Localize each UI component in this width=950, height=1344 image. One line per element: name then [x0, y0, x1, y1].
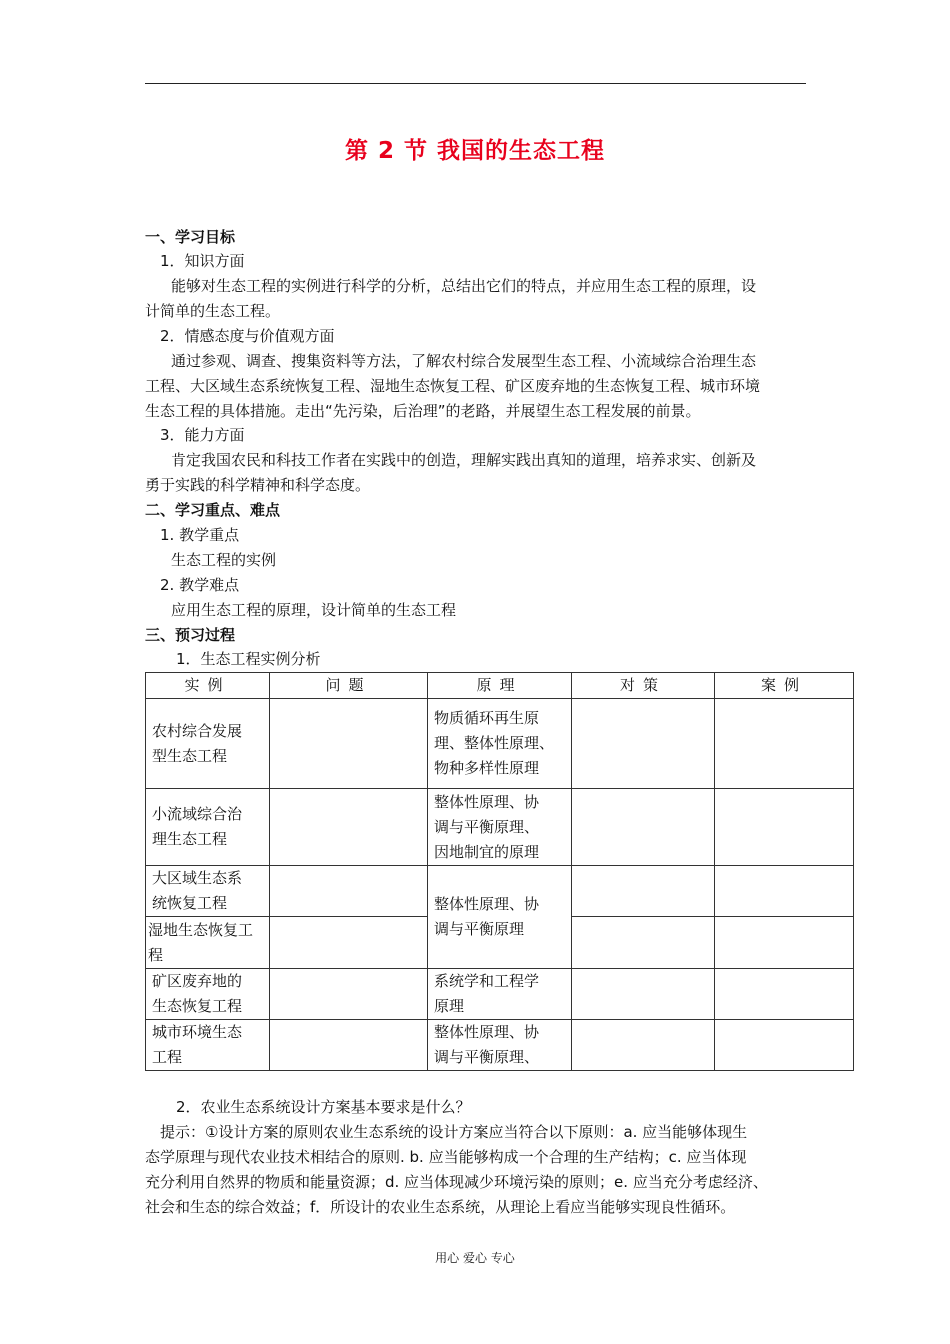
- goal-item-attitude: 2．情感态度与价值观方面: [160, 327, 335, 345]
- section-heading-keypoints: 二、学习重点、难点: [145, 501, 281, 519]
- table-row: [146, 789, 854, 866]
- principle-cell: 物质循环再生原 理、整体性原理、 物种多样性原理: [428, 699, 572, 789]
- table-row: [146, 866, 854, 917]
- goal-text-line: 工程、大区域生态系统恢复工程、湿地生态恢复工程、矿区废弃地的生态恢复工程、城市环境: [145, 377, 761, 395]
- section-heading-preview: 三、预习过程: [145, 626, 236, 644]
- keypoint-item: 1. 教学重点: [160, 526, 240, 544]
- goal-text-line: 肯定我国农民和科技工作者在实践中的创造，理解实践出真知的道理，培养求实、创新及: [171, 451, 757, 469]
- goal-item-knowledge: 1．知识方面: [160, 252, 245, 270]
- example-cell: 农村综合发展 型生态工程: [146, 699, 270, 789]
- case-cell: [715, 969, 854, 1020]
- problem-cell: [270, 1020, 428, 1071]
- table-row: [146, 1020, 854, 1071]
- header-cell-example: 实例: [146, 673, 270, 699]
- example-cell: 矿区废弃地的 生态恢复工程: [146, 969, 270, 1020]
- measure-cell: [572, 917, 715, 969]
- problem-cell: [270, 917, 428, 969]
- measure-cell: [572, 789, 715, 866]
- goal-item-ability: 3．能力方面: [160, 426, 245, 444]
- header-cell-principle: 原理: [428, 673, 572, 699]
- goal-text-line: 勇于实践的科学精神和科学态度。: [145, 476, 371, 494]
- table-header-row: [146, 673, 854, 699]
- goal-text-line: 生态工程的具体措施。走出“先污染，后治理”的老路，并展望生态工程发展的前景。: [145, 402, 701, 420]
- example-cell: 大区域生态系 统恢复工程: [146, 866, 270, 917]
- page-title: 第 2 节 我国的生态工程: [344, 138, 606, 164]
- table-row: [146, 969, 854, 1020]
- goal-text-line: 能够对生态工程的实例进行科学的分析，总结出它们的特点，并应用生态工程的原理，设: [171, 277, 757, 295]
- header-cell-case: 案例: [715, 673, 854, 699]
- preview-item: 1．生态工程实例分析: [176, 650, 321, 668]
- case-cell: [715, 789, 854, 866]
- measure-cell: [572, 866, 715, 917]
- table-row: [146, 699, 854, 789]
- problem-cell: [270, 866, 428, 917]
- question-2: 2．农业生态系统设计方案基本要求是什么？: [176, 1098, 471, 1116]
- principle-cell: 整体性原理、协 调与平衡原理、 因地制宜的原理: [428, 789, 572, 866]
- case-cell: [715, 917, 854, 969]
- case-cell: [715, 699, 854, 789]
- measure-cell: [572, 699, 715, 789]
- hint-line: 社会和生态的综合效益；f．所设计的农业生态系统，从理论上看应当能够实现良性循环。: [145, 1198, 736, 1216]
- header-cell-problem: 问题: [270, 673, 428, 699]
- difficulty-text: 应用生态工程的原理，设计简单的生态工程: [171, 601, 457, 619]
- example-cell: 湿地生态恢复工 程: [146, 917, 270, 969]
- header-cell-measure: 对策: [572, 673, 715, 699]
- case-cell: [715, 1020, 854, 1071]
- page-footer: 用心 爱心 专心: [435, 1251, 515, 1265]
- measure-cell: [572, 969, 715, 1020]
- difficulty-item: 2. 教学难点: [160, 576, 240, 594]
- principle-cell: 整体性原理、协 调与平衡原理: [428, 866, 572, 969]
- goal-text-line: 计简单的生态工程。: [145, 302, 281, 320]
- example-cell: 小流域综合治 理生态工程: [146, 789, 270, 866]
- case-cell: [715, 866, 854, 917]
- hint-line: 充分利用自然界的物质和能量资源；d. 应当体现减少环境污染的原则；e. 应当充分考虑经济、: [145, 1173, 768, 1191]
- principle-cell: 系统学和工程学 原理: [428, 969, 572, 1020]
- problem-cell: [270, 969, 428, 1020]
- keypoint-text: 生态工程的实例: [171, 551, 277, 569]
- hint-line: 提示：①设计方案的原则农业生态系统的设计方案应当符合以下原则：a. 应当能够体现生: [160, 1123, 748, 1141]
- measure-cell: [572, 1020, 715, 1071]
- hint-line: 态学原理与现代农业技术相结合的原则. b. 应当能够构成一个合理的生产结构；c. 应当体现: [145, 1148, 747, 1166]
- principle-cell: 整体性原理、协 调与平衡原理、: [428, 1020, 572, 1071]
- section-heading-goals: 一、学习目标: [145, 228, 236, 246]
- goal-text-line: 通过参观、调查、搜集资料等方法，了解农村综合发展型生态工程、小流域综合治理生态: [171, 352, 757, 370]
- example-cell: 城市环境生态 工程: [146, 1020, 270, 1071]
- header-rule: [145, 83, 806, 84]
- eco-engineering-table: [145, 672, 854, 1071]
- problem-cell: [270, 789, 428, 866]
- problem-cell: [270, 699, 428, 789]
